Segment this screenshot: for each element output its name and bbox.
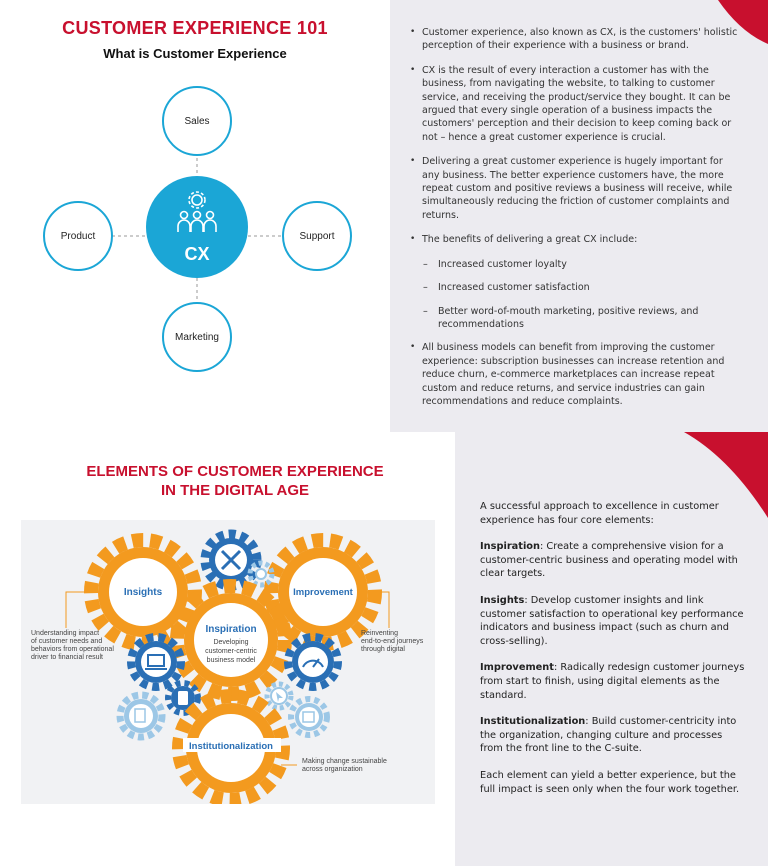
insights-caption-4: driver to financial result — [31, 654, 103, 661]
elements-closing: Each element can yield a better experience, but the full impact is seen only when the four work together. — [480, 769, 740, 795]
element-institutionalization-term: Institutionalization — [480, 716, 586, 728]
cx-section-title: CUSTOMER EXPERIENCE 101 — [62, 18, 328, 38]
element-inspiration — [480, 540, 748, 581]
cx-bullet-1: • Customer experience, also known as CX, is the customers' holistic perception of their experience with a business or brand. — [408, 26, 743, 53]
elements-section-title — [55, 462, 415, 500]
cx-node-sales — [162, 86, 232, 156]
document-gear-icon — [120, 695, 162, 737]
insights-caption-2: of customer needs and — [31, 638, 103, 645]
team-gear-icon — [172, 188, 222, 238]
elements-title-line1: ELEMENTS OF CUSTOMER EXPERIENCE — [86, 463, 384, 480]
element-inspiration-term: Inspiration — [480, 541, 541, 553]
element-institutionalization — [480, 715, 748, 756]
element-improvement-text: : Radically redesign customer journeys from start to finish, using digital elements as the standard. — [480, 662, 745, 701]
inspiration-desc-2: customer-centric — [205, 648, 257, 655]
elements-intro: A successful approach to excellence in customer experience has four core elements: — [480, 501, 719, 526]
cx-section-subtitle: What is Customer Experience — [103, 46, 287, 61]
element-inspiration-text: : Create a comprehensive vision for a customer-centric business and operating model with clear targets. — [480, 541, 738, 580]
institutionalization-caption-1: Making change sustainable — [302, 758, 387, 765]
inspiration-desc-3: business model — [206, 657, 256, 664]
improvement-caption-1: Reinventing — [361, 630, 398, 637]
cx-node-support — [282, 201, 352, 271]
gauge-gear-icon — [288, 637, 338, 687]
cx-bullet-3: • Delivering a great customer experience is hugely important for any business. The better experience customers have, the more repeat custom and positive reviews a business will receive, while simultaneously reducing the friction of customer complaints and returns. — [408, 155, 743, 222]
element-insights — [480, 594, 748, 648]
improvement-gear-label: Improvement — [293, 587, 353, 598]
cx-benefit-2: – Increased customer satisfaction — [408, 281, 743, 294]
cx-node-marketing — [162, 302, 232, 372]
gear-infographic — [21, 520, 435, 804]
laptop-gear-icon — [131, 637, 181, 687]
cx-bullet-2: • CX is the result of every interaction a customer has with the business, from navigating the website, to talking to customer service, and receiving the product/service they bought. It can be argued that every single operation of a business impacts the customers' perception and their decision to keep coming back or not – hence a great customer experience is crucial. — [408, 64, 743, 144]
cx-bullet-5: • All business models can benefit from improving the customer experience: subscription businesses can increase retention and reduce churn, e-commerce marketplaces can increase repeat custom and reduce returns, and service industries can gain recommendations and reduce complaints. — [408, 341, 743, 408]
element-improvement — [480, 661, 748, 702]
improvement-caption-3: through digital — [361, 646, 405, 653]
insights-caption-3: behaviors from operational — [31, 646, 114, 653]
cursor-gear-icon — [267, 684, 291, 708]
institutionalization-gear-label: Institutionalization — [189, 741, 273, 752]
cx-benefit-3: – Better word-of-mouth marketing, positive reviews, and recommendations — [408, 305, 743, 332]
element-improvement-term: Improvement — [480, 662, 554, 674]
insights-caption-1: Understanding impact — [31, 630, 100, 637]
insights-gear-label: Insights — [123, 587, 163, 598]
element-insights-term: Insights — [480, 594, 525, 606]
elements-text — [480, 500, 748, 809]
cx-node-product-label: Product — [60, 230, 96, 242]
cx-center-label: CX — [184, 244, 210, 264]
element-insights-text: : Develop customer insights and link customer satisfaction to operational key performance indicators and business impact (such as churn and cross-selling). — [480, 594, 744, 647]
element-institutionalization-text: : Build customer-centricity into the organization, changing culture and processes from the front line to the C-suite. — [480, 716, 737, 755]
cx-node-product — [43, 201, 113, 271]
window-gear-icon — [291, 699, 327, 735]
improvement-caption-2: end-to-end journeys — [361, 638, 424, 645]
cx-bullet-4: • The benefits of delivering a great CX include: — [408, 233, 743, 246]
cx-node-support-label: Support — [299, 230, 335, 242]
cx-bullet-list — [408, 26, 743, 419]
cx-benefit-1: – Increased customer loyalty — [408, 258, 743, 271]
institutionalization-caption-2: across organization — [302, 766, 363, 773]
cx-node-sales-label: Sales — [184, 115, 210, 127]
elements-title-line2: IN THE DIGITAL AGE — [160, 482, 310, 499]
inspiration-desc-1: Developing — [213, 639, 249, 646]
inspiration-gear-label: Inspiration — [205, 624, 257, 635]
cx-node-marketing-label: Marketing — [175, 331, 219, 343]
